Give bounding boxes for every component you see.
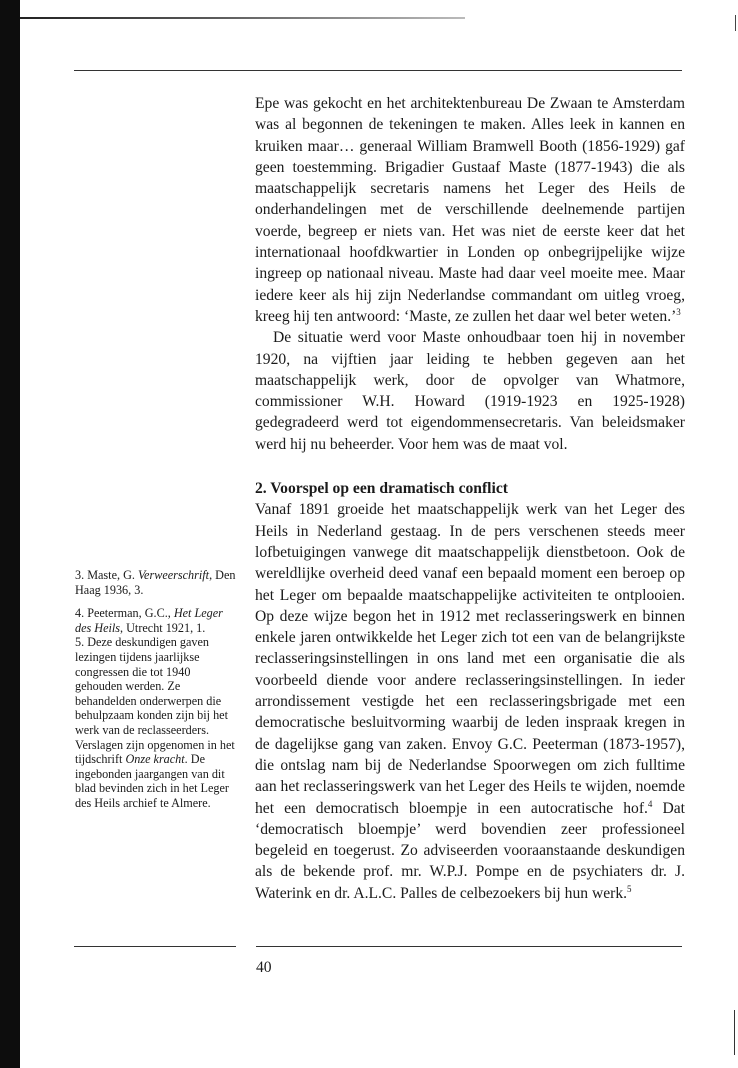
section-heading: 2. Voorspel op een dramatisch conflict xyxy=(255,480,508,498)
footer-rule-right xyxy=(256,946,682,947)
footnote: 4. Peeterman, G.C., Het Leger des Heils, Utrecht 1921, 1. xyxy=(75,606,223,635)
footnotes-column xyxy=(75,568,237,820)
header-rule xyxy=(74,70,682,71)
footer-rule-left xyxy=(74,946,236,947)
body-paragraph: Epe was gekocht en het architektenbureau De Zwaan te Amsterdam was al begonnen de tekeningen te maken. Alles leek in kannen en kruiken maar… generaal William Bramwell Booth (1856-1929) gaf geen toestemming. Brigadier Gustaaf Maste (1877-1943) die als maatschappelijk secretaris namens het Leger des Heils de onderhandelingen met de verschillende deelnemende partijen voerde, begreep er niets van. Het was niet de eerste keer dat het internationaal hoofdkwartier in Londen op onbegrijpelijke wijze ingreep op nationaal niveau. Maste had daar veel moeite mee. Maar iedere keer als hij zijn Nederlandse commandant om uitleg vroeg, kreeg hij ten antwoord: ‘Maste, ze zullen het daar wel beter weten.’$^3$ xyxy=(255,95,685,325)
main-text-column xyxy=(255,93,685,904)
body-paragraph: De situatie werd voor Maste onhoudbaar toen hij in november 1920, na vijftien jaar leiding te hebben gegeven aan het maatschappelijk werk, door de opvolger van Whatmore, commissioner W.H. Howard (1919-1923 en 1925-1928) gedegradeerd werd tot eigendommensecretaris. Van beleidsmaker werd hij nu beheerder. Voor hem was de maat vol. xyxy=(255,329,685,453)
footnote-ref: 3 xyxy=(676,306,681,317)
scan-top-line xyxy=(20,17,465,19)
footnote-ref: 5 xyxy=(627,883,632,894)
footnote: 5. Deze deskundigen gaven lezingen tijdens jaarlijkse congressen die tot 1940 gehouden werden. Ze behandelden onderwerpen die behulpzaam konden zijn bij het werk van de reclasseerders. Verslagen zijn opgenomen in het tijdschrift Onze kracht. De ingebonden jaargangen van dit blad bevinden zich in het Leger des Heils archief te Almere. xyxy=(75,635,235,810)
scan-right-mark xyxy=(735,15,736,31)
footnote: 3. Maste, G. Verweerschrift, Den Haag 1936, 3. xyxy=(75,568,236,597)
footnote-ref: 4 xyxy=(647,798,653,809)
page-number: 40 xyxy=(256,959,272,976)
body-paragraph: Vanaf 1891 groeide het maatschappelijk werk van het Leger des Heils in Nederland gestaag. In de pers verschenen steeds meer lofbetuigingen vanwege dit maatschappelijk dienstbetoon. Ook de wereldlijke overheid deed vanaf een bepaald moment een beroep op het Leger om bepaalde maatschappelijke activiteiten te ontplooien. Op deze wijze begon het in 1912 met reclasseringswerk en binnen enkele jaren ontwikkelde het Leger zich tot een van de belangrijkste reclasseringsinstellingen in ons land met een organisatie die als voorbeeld diende voor andere reclasseringsinstellingen. In ieder arrondissement vestigde het een reclasseringsbrigade met een democratische besluitvorming waarbij de leden inspraak kregen in de dagelijkse gang van zaken. Envoy G.C. Peeterman (1873-1957), die ontslag nam bij de Nederlandse Spoorwegen om zich fulltime aan het reclasseringswerk van het Leger des Heils te wijden, noemde het een democratisch bloempje in een autocratische hof.$^4$ Dat ‘democratisch bloempje’ werd bovendien zeer professioneel begeleid en toegerust. Zo adviseerden vooraanstaande deskundigen als de bekende prof. mr. W.P.J. Pompe en de psychiaters dr. J. Waterink en dr. A.L.C. Palles de celbezoekers bij hun werk.$^5$ xyxy=(255,501,685,902)
scan-right-mark-bottom xyxy=(734,1010,735,1055)
scan-edge-shadow xyxy=(0,0,20,1068)
